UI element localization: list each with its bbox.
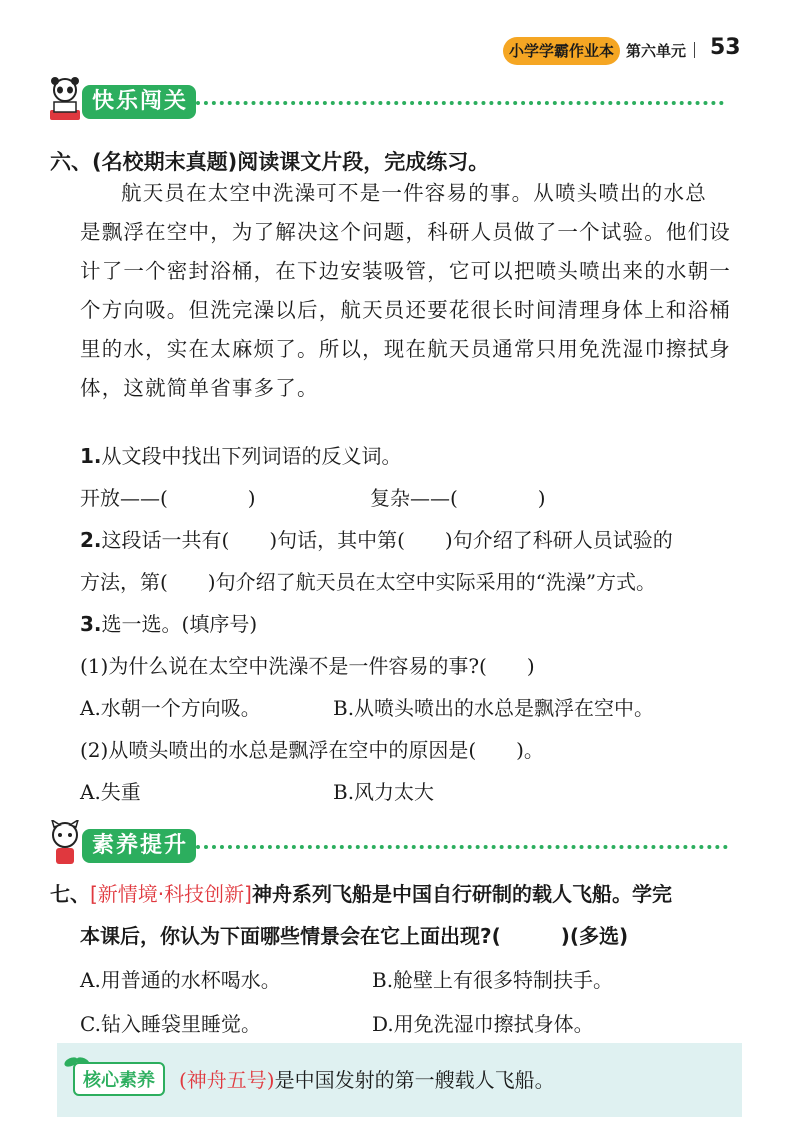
choice-question-1[interactable]: (1)为什么说在太空中洗澡不是一件容易的事?( )	[80, 654, 535, 678]
question-6-instruction: (名校期末真题)阅读课文片段，完成练习。	[92, 150, 490, 174]
question-6-title	[50, 146, 489, 176]
passage-line: 个方向吸。但洗完澡以后，航天员还要花很长时间清理身体上和浴桶	[80, 298, 731, 322]
reading-passage	[80, 174, 745, 408]
antonym-blank-open[interactable]: 开放——( )	[80, 486, 256, 510]
header-divider	[694, 42, 695, 58]
q7-option-c: C.钻入睡袋里睡觉。	[80, 1012, 261, 1036]
unit-label: 第六单元	[626, 42, 687, 60]
choice-2-option-b: B.风力太大	[333, 780, 435, 804]
question-number: 七、	[50, 882, 90, 906]
core-literacy-box	[57, 1043, 742, 1117]
subquestion-number: 2.	[80, 528, 102, 552]
q7-option-b: B.舱壁上有很多特制扶手。	[372, 968, 614, 992]
q7-option-a: A.用普通的水杯喝水。	[80, 968, 281, 992]
choice-1-option-b: B.从喷头喷出的水总是飘浮在空中。	[333, 696, 655, 720]
q7-option-d: D.用免洗湿巾擦拭身体。	[372, 1012, 594, 1036]
core-literacy-badge: 核心素养	[73, 1062, 165, 1096]
choice-question-2[interactable]: (2)从喷头喷出的水总是飘浮在空中的原因是( )。	[80, 738, 544, 762]
question-number: 六、	[50, 150, 92, 174]
section-title-literacy-boost: 素养提升	[82, 829, 196, 863]
passage-line: 航天员在太空中洗澡可不是一件容易的事。从喷头喷出的水总	[121, 181, 707, 205]
panda-mascot-icon	[44, 76, 86, 126]
page-number: 53	[710, 35, 741, 60]
subquestion-number: 3.	[80, 612, 102, 636]
choice-1-option-a: A.水朝一个方向吸。	[80, 696, 261, 720]
antonym-blank-complex[interactable]: 复杂——( )	[370, 486, 546, 510]
core-literacy-text	[179, 1064, 555, 1093]
section-title-happy-level: 快乐闯关	[82, 85, 196, 119]
question-7-title	[50, 878, 672, 907]
cat-mascot-icon	[44, 820, 86, 870]
core-sentence: 是中国发射的第一艘载人飞船。	[274, 1068, 555, 1092]
question-7-line-2[interactable]: 本课后，你认为下面哪些情景会在它上面出现?( )(多选)	[80, 924, 629, 948]
passage-line: 体，这就简单省事多了。	[80, 376, 319, 400]
passage-line: 里的水，实在太麻烦了。所以，现在航天员通常只用免洗湿巾擦拭身	[80, 337, 731, 361]
subquestion-1	[80, 440, 402, 469]
section-divider-dots	[196, 845, 728, 849]
subquestion-2-line-2[interactable]: 方法，第( )句介绍了航天员在太空中实际采用的“洗澡”方式。	[80, 570, 657, 594]
subquestion-2-line-1[interactable]: 这段话一共有( )句话，其中第( )句介绍了科研人员试验的	[101, 528, 673, 552]
choice-2-option-a: A.失重	[80, 780, 141, 804]
new-context-tag: [新情境·科技创新]	[90, 882, 252, 906]
section-divider-dots	[196, 101, 724, 105]
core-highlight: (神舟五号)	[179, 1068, 275, 1092]
subquestion-3-text: 选一选。(填序号)	[101, 612, 258, 636]
subquestion-3	[80, 608, 257, 637]
passage-line: 计了一个密封浴桶，在下边安装吸管，它可以把喷头喷出来的水朝一	[80, 259, 731, 283]
subquestion-number: 1.	[80, 444, 102, 468]
subquestion-2	[80, 524, 673, 553]
subquestion-1-text: 从文段中找出下列词语的反义词。	[101, 444, 402, 468]
book-title-badge: 小学学霸作业本	[503, 37, 620, 65]
passage-line: 是飘浮在空中，为了解决这个问题，科研人员做了一个试验。他们设	[80, 220, 731, 244]
question-7-line-1: 神舟系列飞船是中国自行研制的载人飞船。学完	[251, 882, 672, 906]
